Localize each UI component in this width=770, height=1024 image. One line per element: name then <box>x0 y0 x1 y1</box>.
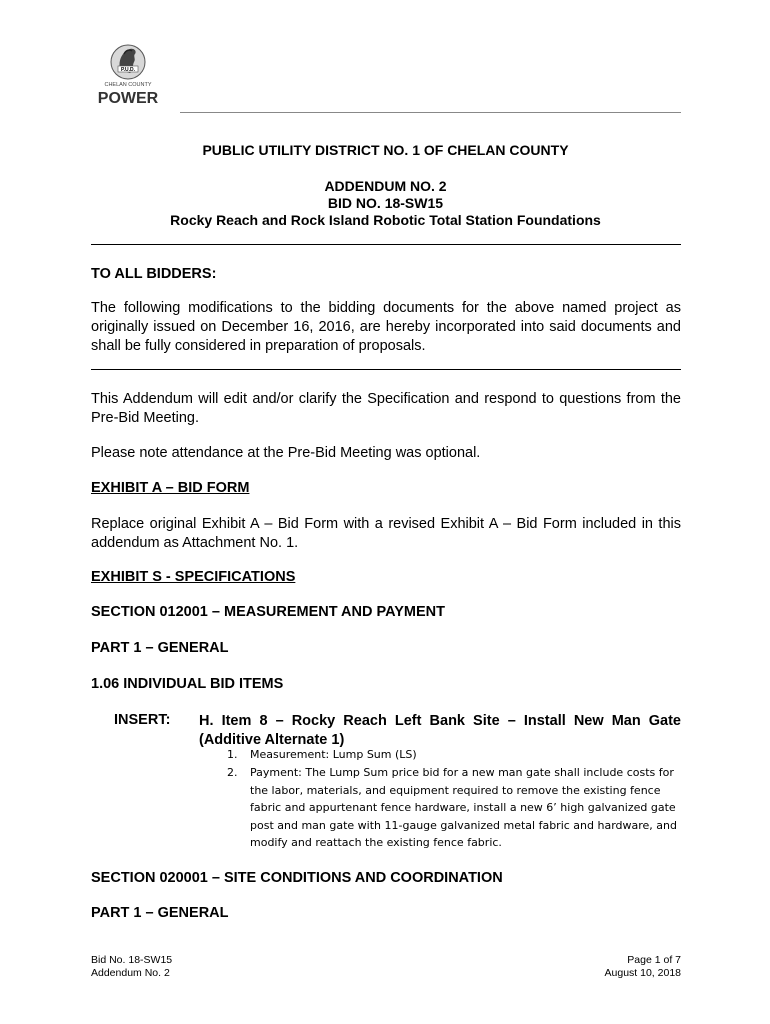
chelan-pud-logo <box>90 40 170 115</box>
list-item-payment: Payment: The Lump Sum price bid for a new man gate shall include costs for the labor, materials, and equipment required to remove the existing fence fabric and appurtenant fence hardware, install a new 6’ high galvanized gate post and man gate with 11-gauge galvanized metal fabric and hardware, and modify and reattach the existing fence fabric. <box>250 766 677 850</box>
footer-right <box>530 954 681 980</box>
logo-county: CHELAN COUNTY <box>104 82 152 88</box>
footer-addendum: Addendum No. 2 <box>91 967 170 979</box>
salutation: TO ALL BIDDERS: <box>91 266 217 282</box>
addendum-number: ADDENDUM NO. 2 <box>324 178 447 194</box>
intro-divider <box>91 369 681 370</box>
section-012001-heading: SECTION 012001 – MEASUREMENT AND PAYMENT <box>91 604 445 620</box>
list-item-number: 2. <box>227 766 238 779</box>
list-item-measurement: Measurement: Lump Sum (LS) <box>250 748 417 761</box>
logo-brand: POWER <box>97 90 159 107</box>
part-1-heading-2: PART 1 – GENERAL <box>91 905 229 921</box>
subsection-heading: 1.06 INDIVIDUAL BID ITEMS <box>91 676 284 692</box>
bid-item-title: H. Item 8 – Rocky Reach Left Bank Site – Install New Man Gate (Additive Alternate 1) <box>199 713 681 748</box>
footer-date: August 10, 2018 <box>604 967 681 979</box>
part-1-heading: PART 1 – GENERAL <box>91 640 229 656</box>
district-title: PUBLIC UTILITY DISTRICT NO. 1 OF CHELAN COUNTY <box>202 142 569 158</box>
exhibit-a-paragraph: Replace original Exhibit A – Bid Form with a revised Exhibit A – Bid Form included in this addendum as Attachment No. 1. <box>91 516 681 551</box>
list-item-number: 1. <box>227 748 238 761</box>
section-020001-heading: SECTION 020001 – SITE CONDITIONS AND COORDINATION <box>91 870 503 886</box>
footer-left <box>91 954 172 980</box>
horse-emblem-icon <box>90 40 170 115</box>
exhibit-s-heading: EXHIBIT S - SPECIFICATIONS <box>91 569 296 585</box>
logo-badge: P.U.D. <box>120 67 136 73</box>
exhibit-a-heading: EXHIBIT A – BID FORM <box>91 480 250 496</box>
intro-paragraph: The following modifications to the bidding documents for the above named project as originally issued on December 16, 2016, are hereby incorporated into said documents and shall be fully considered in preparation of proposals. <box>91 300 681 354</box>
footer-bid-number: Bid No. 18-SW15 <box>91 954 173 966</box>
page-number: Page 1 of 7 <box>627 954 681 966</box>
insert-label: INSERT: <box>114 712 171 728</box>
bid-number: BID NO. 18-SW15 <box>327 195 444 211</box>
attendance-note: Please note attendance at the Pre-Bid Meeting was optional. <box>91 445 481 461</box>
scope-paragraph: This Addendum will edit and/or clarify the Specification and respond to questions from the Pre-Bid Meeting. <box>91 391 681 426</box>
project-title: Rocky Reach and Rock Island Robotic Total Station Foundations <box>170 212 601 228</box>
title-divider <box>91 244 681 245</box>
header-rule <box>180 112 681 113</box>
